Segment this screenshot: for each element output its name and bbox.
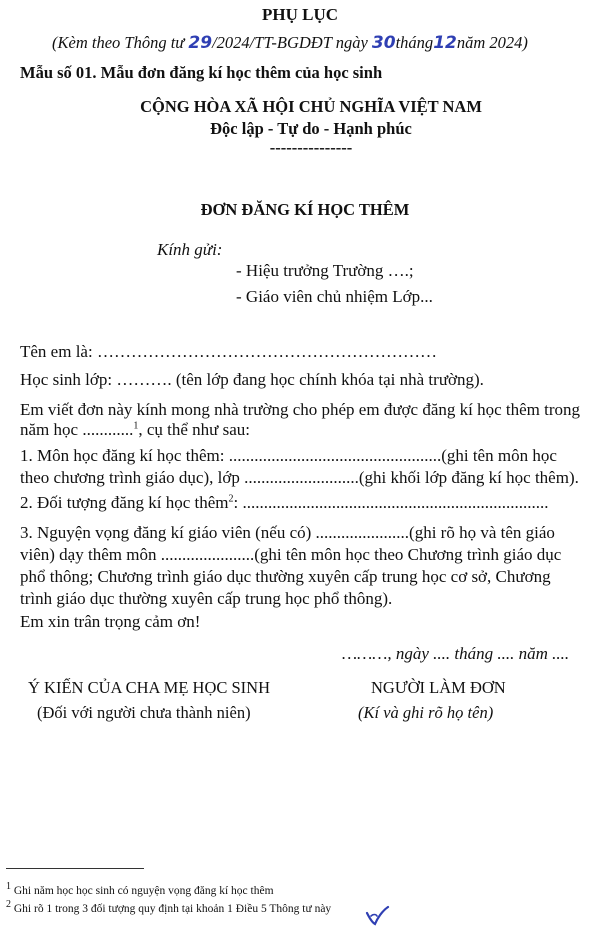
footnote-separator xyxy=(6,868,144,869)
footnote-2 xyxy=(6,899,332,915)
applicant-title: NGƯỜI LÀM ĐƠN xyxy=(371,678,506,697)
recipient-principal: - Hiệu trưởng Trường ….; xyxy=(236,261,414,280)
parent-opinion-note: (Đối với người chưa thành niên) xyxy=(37,703,251,722)
item-3-line-2: viên) dạy thêm môn ......................(ghi tên môn học theo Chương trình giáo dục xyxy=(20,545,562,564)
thanks-line: Em xin trân trọng cảm ơn! xyxy=(20,612,201,631)
footnote-ref-2: 2 xyxy=(228,493,234,505)
student-class-line: Học sinh lớp: ………. (tên lớp đang học chính khóa tại nhà trường). xyxy=(20,370,484,389)
circular-day-handwritten: 30 xyxy=(371,33,396,53)
handwritten-initial-mark xyxy=(364,905,390,927)
request-line-2 xyxy=(20,420,250,440)
item-1-subject-line: 1. Môn học đăng kí học thêm: ..................................................(ghi tên môn học xyxy=(20,446,557,465)
item-3-line-3: phổ thông; Chương trình giáo dục thường xuyên cấp trung học cơ sở, Chương xyxy=(20,567,551,586)
appendix-title: PHỤ LỤC xyxy=(261,5,339,24)
footnote-1-number: 1 xyxy=(6,881,11,893)
circular-number-handwritten: 29 xyxy=(188,33,213,53)
item-2-target-line xyxy=(20,493,548,513)
item-1-grade-line: theo chương trình giáo dục), lớp ...........................(ghi khối lớp đăng kí học thêm). xyxy=(20,468,579,487)
student-name-line: Tên em là: …………………………………………………… xyxy=(20,342,437,361)
parent-opinion-title: Ý KIẾN CỦA CHA MẸ HỌC SINH xyxy=(28,678,271,697)
footnote-2-text: Ghi rõ 1 trong 3 đối tượng quy định tại khoản 1 Điều 5 Thông tư này xyxy=(11,903,332,915)
item-3-line-1: 3. Nguyện vọng đăng kí giáo viên (nếu có) ......................(ghi rõ họ và tên giáo xyxy=(20,523,555,542)
national-motto-line1: CỘNG HÒA XÃ HỘI CHỦ NGHĨA VIỆT NAM xyxy=(140,97,482,116)
document-title: ĐƠN ĐĂNG KÍ HỌC THÊM xyxy=(200,200,410,219)
item-2-label: 2. Đối tượng đăng kí học thêm xyxy=(20,493,229,512)
motto-divider: --------------- xyxy=(269,138,353,157)
circular-suffix: năm 2024) xyxy=(456,33,528,52)
item-2-blank: : ........................................................................ xyxy=(233,493,549,512)
form-title: Mẫu đơn đăng kí học thêm của học sinh xyxy=(96,63,383,82)
footnote-1 xyxy=(6,881,274,897)
circular-month-label: tháng xyxy=(395,33,434,52)
request-line-2-tail: , cụ thể như sau: xyxy=(138,420,250,439)
item-3-line-4: trình giáo dục thường xuyên cấp trung học phổ thông). xyxy=(20,589,393,608)
footnote-1-text: Ghi năm học học sinh có nguyện vọng đăng kí học thêm xyxy=(11,885,274,897)
greeting: Kính gửi: xyxy=(157,240,223,259)
circular-prefix: (Kèm theo Thông tư xyxy=(52,33,189,52)
circular-reference xyxy=(52,33,528,53)
school-year-blank: năm học ............ xyxy=(20,420,134,439)
applicant-note: (Kí và ghi rõ họ tên) xyxy=(358,703,494,722)
circular-month-handwritten: 12 xyxy=(433,33,457,53)
request-line-1: Em viết đơn này kính mong nhà trường cho phép em được đăng kí học thêm trong xyxy=(20,400,581,419)
form-heading xyxy=(20,63,382,83)
recipient-homeroom-teacher: - Giáo viên chủ nhiệm Lớp... xyxy=(236,287,433,306)
footnote-ref-1: 1 xyxy=(133,420,139,432)
national-motto-line2: Độc lập - Tự do - Hạnh phúc xyxy=(210,119,412,138)
circular-mid: /2024/TT-BGDĐT ngày xyxy=(212,33,372,52)
footnote-2-number: 2 xyxy=(6,899,11,911)
form-label: Mẫu số 01. xyxy=(20,63,97,82)
date-line: ………, ngày .... tháng .... năm .... xyxy=(342,644,570,663)
